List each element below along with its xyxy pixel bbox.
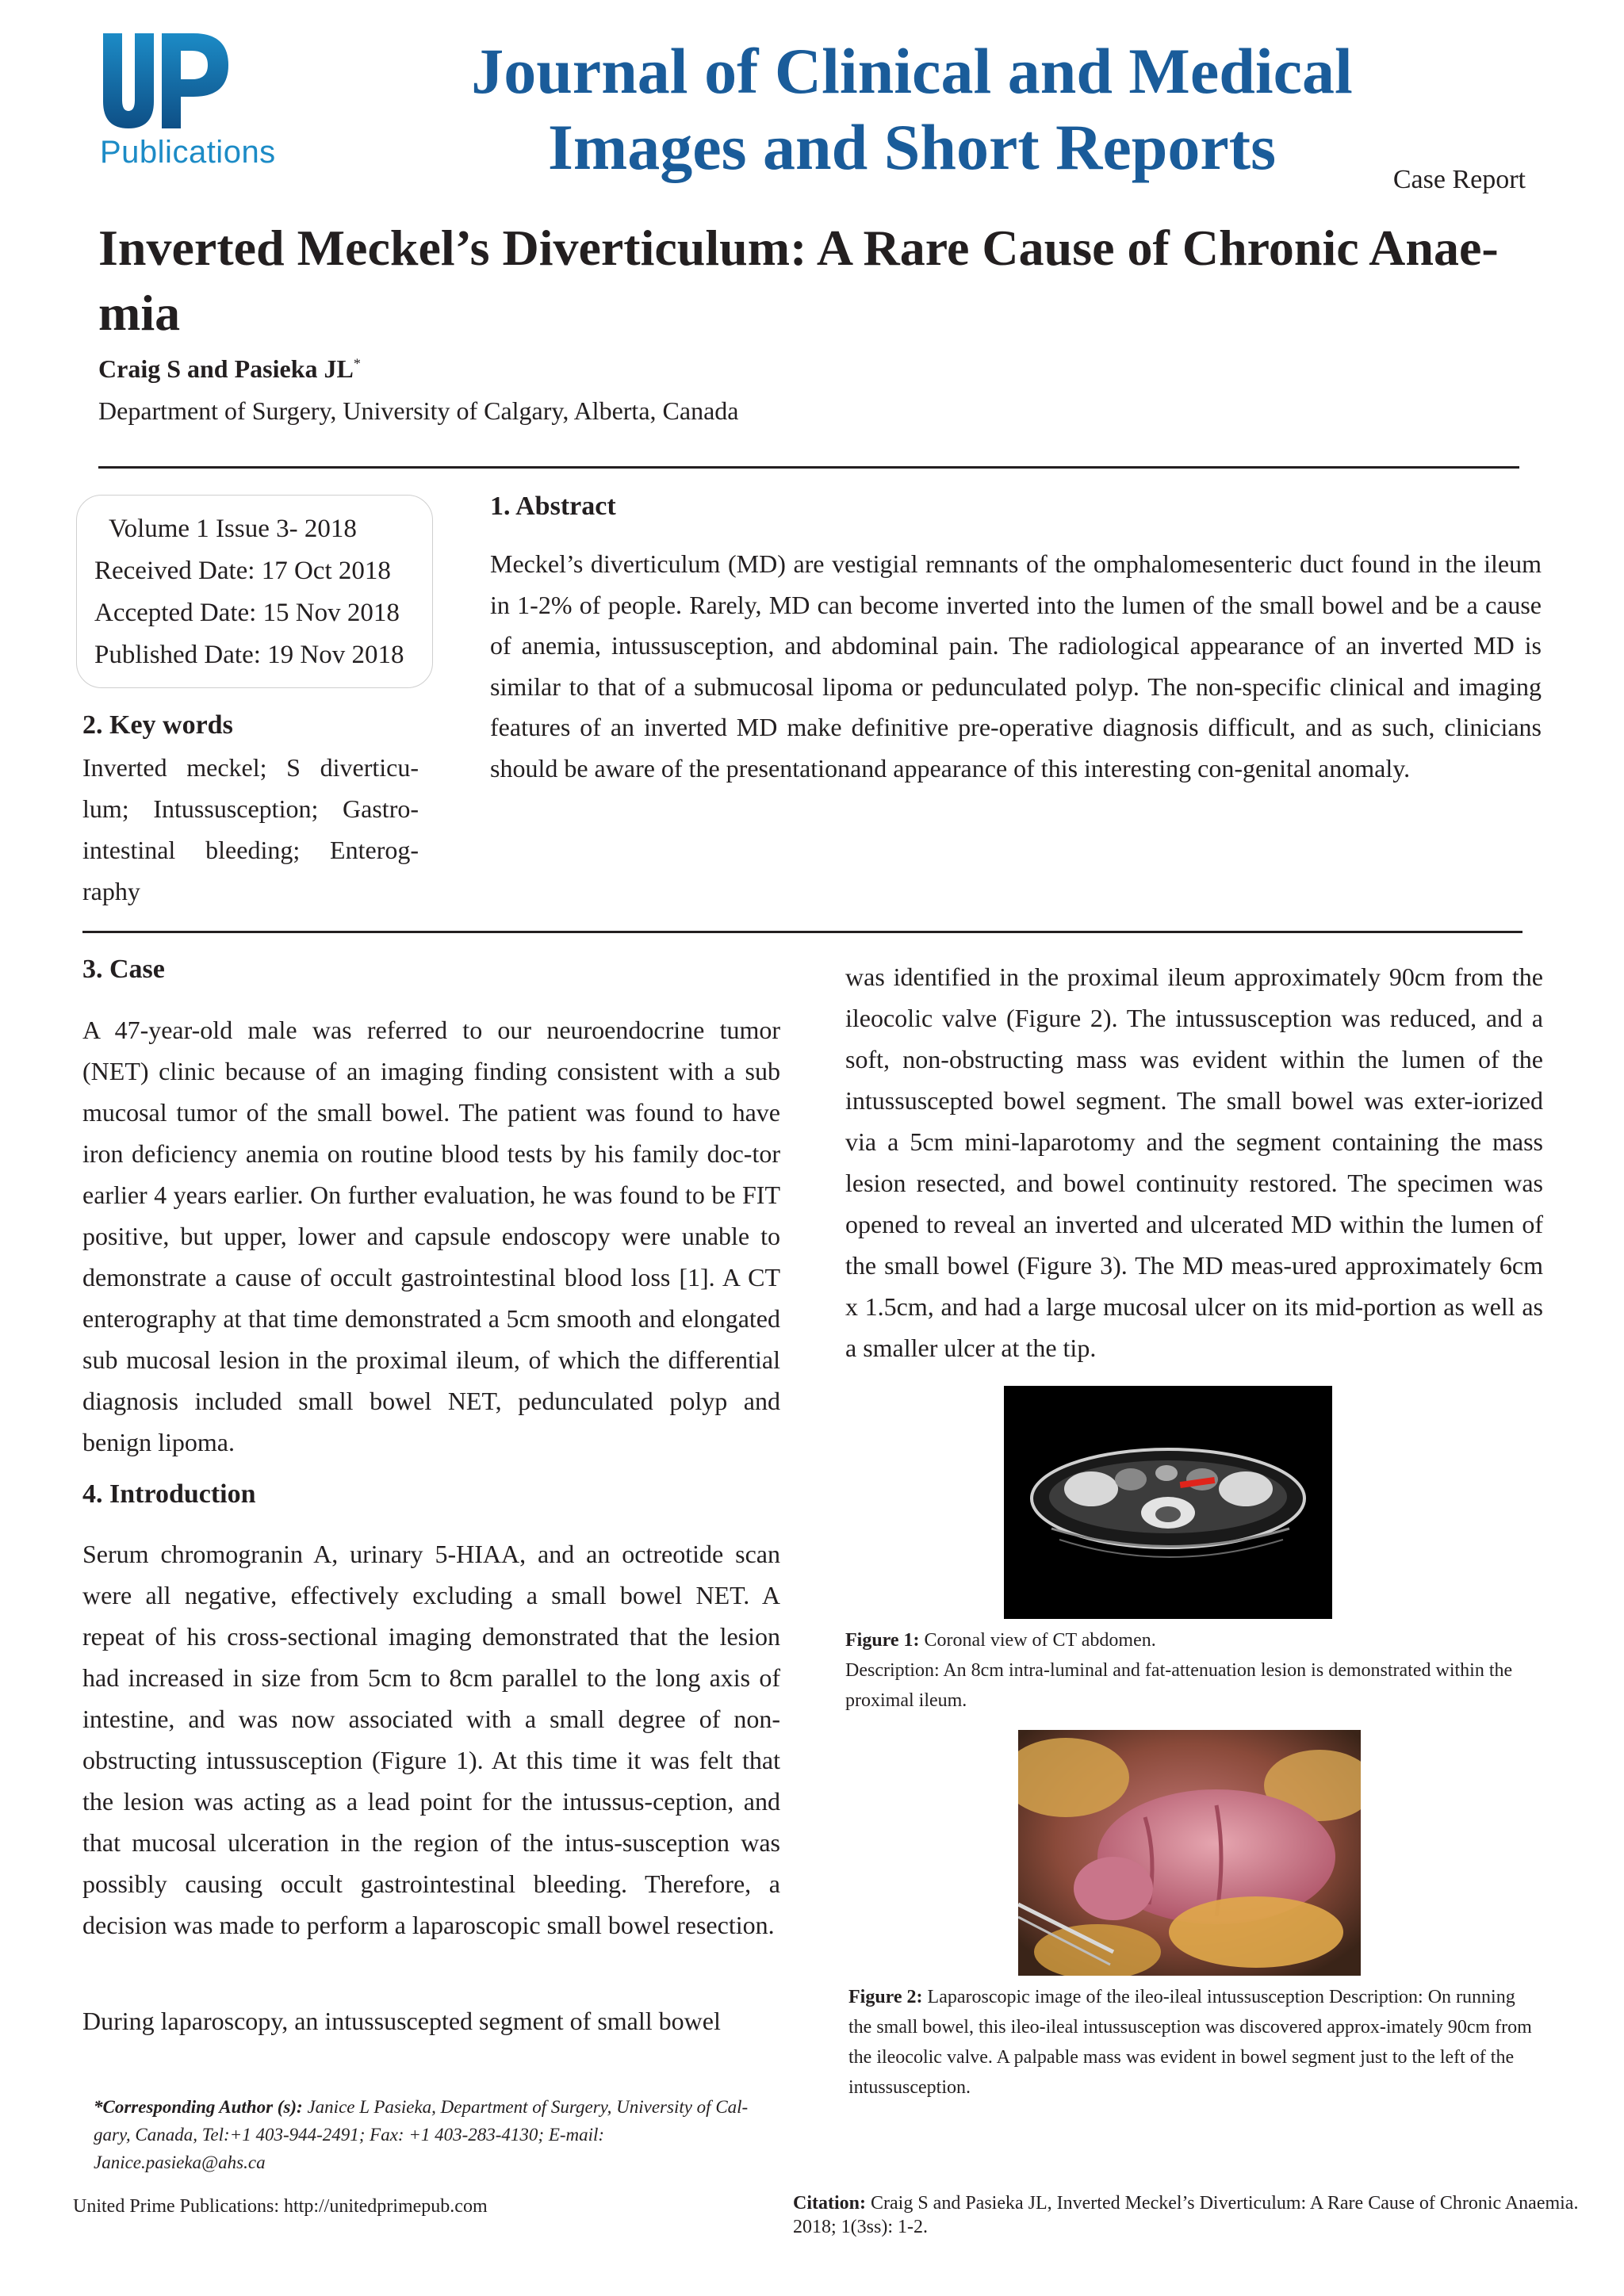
- article-title: Inverted Meckel’s Diverticulum: A Rare Cause of Chronic Anae-mia: [98, 220, 1499, 341]
- case-heading: 3. Case: [82, 955, 165, 984]
- citation-text: Craig S and Pasieka JL, Inverted Meckel’s Diverticulum: A Rare Cause of Chronic Anaemia. 2018; 1(3ss): 1-2.: [793, 2193, 1579, 2237]
- corresponding-author: [94, 2093, 768, 2176]
- keywords-heading: 2. Key words: [82, 710, 233, 740]
- logo-text: Publications: [100, 135, 276, 170]
- figure-2-caption: [848, 1982, 1540, 2103]
- section-divider: [82, 931, 1522, 933]
- footer-publisher: United Prime Publications: http://unitedprimepub.com: [73, 2196, 488, 2217]
- case-continued-text: was identified in the proximal ileum approximately 90cm from the ileocolic valve (Figure 2). The intussusception was reduced, and a soft, non-obstructing mass was evident within the lumen of the intussuscepted bowel segment. The small bowel was exter-iorized via a 5cm mini-laparotomy and the segment containing the mass lesion resected, and bowel continuity restored. The specimen was opened to reveal an inverted and ulcerated MD within the lumen of the small bowel (Figure 3). The MD meas-ured approximately 6cm x 1.5cm, and had a large mucosal ulcer on its mid-portion as well as a smaller ulcer at the tip.: [845, 962, 1543, 1362]
- author-mark: *: [353, 355, 361, 372]
- ct-scan-illustration: [1004, 1386, 1332, 1619]
- abstract-heading: 1. Abstract: [490, 492, 616, 521]
- author-names: Craig S and Pasieka JL: [98, 354, 354, 383]
- figure-1-ct-image: [1004, 1386, 1332, 1619]
- corresponding-author-label: *Corresponding Author (s):: [94, 2097, 303, 2117]
- published-date: Published Date: 19 Nov 2018: [94, 641, 404, 669]
- corresponding-author-text: Janice L Pasieka, Department of Surgery, University of Cal-gary, Canada, Tel:+1 403-944-2491; Fax: +1 403-283-4130; E-mail: Janice.pasieka@ahs.ca: [94, 2097, 749, 2172]
- journal-name: Journal of Clinical and Medical Images and Short Reports: [471, 35, 1353, 183]
- figure-1-title: Coronal view of CT abdomen.: [919, 1630, 1156, 1651]
- introduction-para-1: Serum chromogranin A, urinary 5-HIAA, and an octreotide scan were all negative, effectively excluding a small bowel NET. A repeat of his cross-sectional imaging demonstrated that the lesion had increased in size from 5cm to 8cm parallel to the long axis of intestine, and was now associated with a small degree of non-obstructing intussusception (Figure 1). At this time it was felt that the lesion was acting as a lead point for the intussus-ception, and that mucosal ulceration in the region of the intus-susception was possibly causing occult gastrointestinal bleeding. Therefore, a decision was made to perform a laparoscopic small bowel resection.: [82, 1540, 780, 1939]
- citation-label: Citation:: [793, 2193, 866, 2214]
- figure-1-caption: [845, 1625, 1543, 1716]
- introduction-para-2: During laparoscopy, an intussuscepted segment of small bowel: [82, 2007, 721, 2035]
- up-logo-icon: [89, 30, 255, 133]
- article-type: Case Report: [1392, 165, 1526, 194]
- figure-2-laparoscopic-image: [1018, 1730, 1361, 1976]
- volume-info: Volume 1 Issue 3- 2018: [109, 515, 357, 543]
- abstract-text: Meckel’s diverticulum (MD) are vestigial remnants of the omphalomesenteric duct found in the ileum in 1-2% of people. Rarely, MD can become inverted into the lumen of the small bowel and be a cause of anemia, intussusception, and abdominal pain. The radiological appearance of an inverted MD is similar to that of a submucosal lipoma or pedunculated polyp. The non-specific clinical and imaging features of an inverted MD make definitive pre-operative diagnosis difficult, and as such, clinicians should be aware of the presentationand appearance of this interesting con-genital anomaly.: [490, 549, 1542, 783]
- authors: [98, 354, 361, 384]
- accepted-date: Accepted Date: 15 Nov 2018: [94, 599, 400, 627]
- received-date: Received Date: 17 Oct 2018: [94, 557, 391, 585]
- keywords-text: Inverted meckel; S diverticu-lum; Intussusception; Gastro-intestinal bleeding; Enterog-raphy: [82, 753, 419, 905]
- laparoscopy-illustration: [1018, 1730, 1361, 1976]
- footer-citation: [793, 2191, 1618, 2239]
- case-text: A 47-year-old male was referred to our neuroendocrine tumor (NET) clinic because of an imaging finding consistent with a sub mucosal tumor of the small bowel. The patient was found to have iron deficiency anemia on routine blood tests by his family doc-tor earlier 4 years earlier. On further evaluation, he was found to be FIT positive, but upper, lower and capsule endoscopy were unable to demonstrate a cause of occult gastrointestinal blood loss [1]. A CT enterography at that time demonstrated a 5cm smooth and elongated sub mucosal lesion in the proximal ileum, of which the differential diagnosis included small bowel NET, pedunculated polyp and benign lipoma.: [82, 1016, 780, 1456]
- affiliation: Department of Surgery, University of Calgary, Alberta, Canada: [98, 396, 739, 425]
- header-divider: [98, 466, 1519, 469]
- introduction-heading: 4. Introduction: [82, 1479, 256, 1509]
- article-info-box: [76, 495, 433, 688]
- figure-1-description: Description: An 8cm intra-luminal and fat-attenuation lesion is demonstrated within the proximal ileum.: [845, 1660, 1513, 1711]
- figure-2-text: Laparoscopic image of the ileo-ileal intussusception Description: On running the small bowel, this ileo-ileal intussusception was discovered approx-imately 90cm from the ileocolic valve. A palpable mass was evident in bowel segment just to the left of the intussusception.: [848, 1987, 1532, 2098]
- figure-1-label: Figure 1:: [845, 1630, 920, 1651]
- figure-2-label: Figure 2:: [848, 1987, 923, 2007]
